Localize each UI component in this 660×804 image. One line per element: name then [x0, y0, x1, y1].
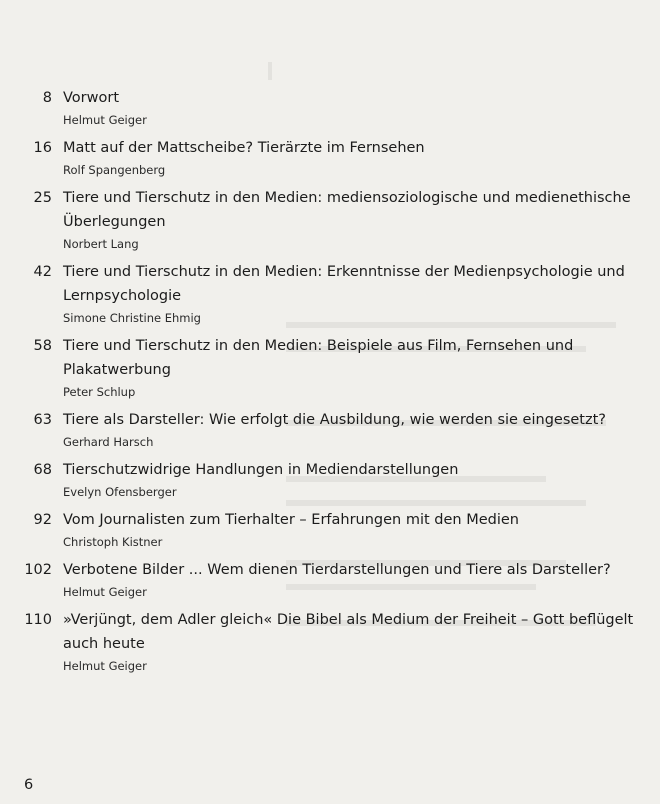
- page-number: 92: [33, 512, 52, 528]
- entry-title: Matt auf der Mattscheibe? Tierärzte im Fernsehen: [63, 140, 425, 156]
- entry-title: Tiere und Tierschutz in den Medien: mediensoziologische und medienethische Überlegungen: [63, 190, 631, 230]
- entry-author: Christoph Kistner: [63, 535, 163, 549]
- entry-author: Helmut Geiger: [63, 113, 147, 127]
- entry-author: Rolf Spangenberg: [63, 163, 166, 177]
- toc-entry[interactable]: [0, 608, 660, 676]
- toc-entry[interactable]: [0, 458, 660, 502]
- table-of-contents: [0, 86, 660, 682]
- page-number: 25: [33, 190, 52, 206]
- page-number: 8: [42, 90, 52, 106]
- page-number: 68: [33, 462, 52, 478]
- entry-author: Gerhard Harsch: [63, 435, 154, 449]
- page-folio: 6: [24, 777, 34, 793]
- page-number: 63: [33, 412, 52, 428]
- toc-entry[interactable]: [0, 86, 660, 130]
- toc-entry[interactable]: [0, 186, 660, 254]
- page-number: 102: [24, 562, 52, 578]
- entry-author: Peter Schlup: [63, 385, 136, 399]
- show-through-mark: [268, 62, 272, 80]
- page-number: 42: [33, 264, 52, 280]
- entry-title: Vorwort: [63, 90, 120, 106]
- page-number: 58: [33, 338, 52, 354]
- toc-entry[interactable]: [0, 508, 660, 552]
- entry-author: Norbert Lang: [63, 237, 139, 251]
- entry-title: Verbotene Bilder ... Wem dienen Tierdarstellungen und Tiere als Darsteller?: [63, 562, 611, 578]
- entry-title: Vom Journalisten zum Tierhalter – Erfahrungen mit den Medien: [63, 512, 519, 528]
- entry-title: Tiere und Tierschutz in den Medien: Erkenntnisse der Medienpsychologie und Lernpsychologie: [63, 264, 625, 304]
- page-number: 110: [24, 612, 52, 628]
- entry-title: »Verjüngt, dem Adler gleich« Die Bibel als Medium der Freiheit – Gott beflügelt auch heute: [63, 612, 634, 652]
- entry-author: Helmut Geiger: [63, 585, 147, 599]
- entry-title: Tiere und Tierschutz in den Medien: Beispiele aus Film, Fernsehen und Plakatwerbung: [63, 338, 574, 378]
- entry-title: Tiere als Darsteller: Wie erfolgt die Ausbildung, wie werden sie eingesetzt?: [63, 412, 606, 428]
- toc-entry[interactable]: [0, 260, 660, 328]
- page-number: 16: [33, 140, 52, 156]
- toc-entry[interactable]: [0, 136, 660, 180]
- entry-author: Simone Christine Ehmig: [63, 311, 201, 325]
- entry-author: Helmut Geiger: [63, 659, 147, 673]
- toc-entry[interactable]: [0, 334, 660, 402]
- toc-entry[interactable]: [0, 408, 660, 452]
- entry-author: Evelyn Ofensberger: [63, 485, 177, 499]
- entry-title: Tierschutzwidrige Handlungen in Mediendarstellungen: [63, 462, 459, 478]
- toc-entry[interactable]: [0, 558, 660, 602]
